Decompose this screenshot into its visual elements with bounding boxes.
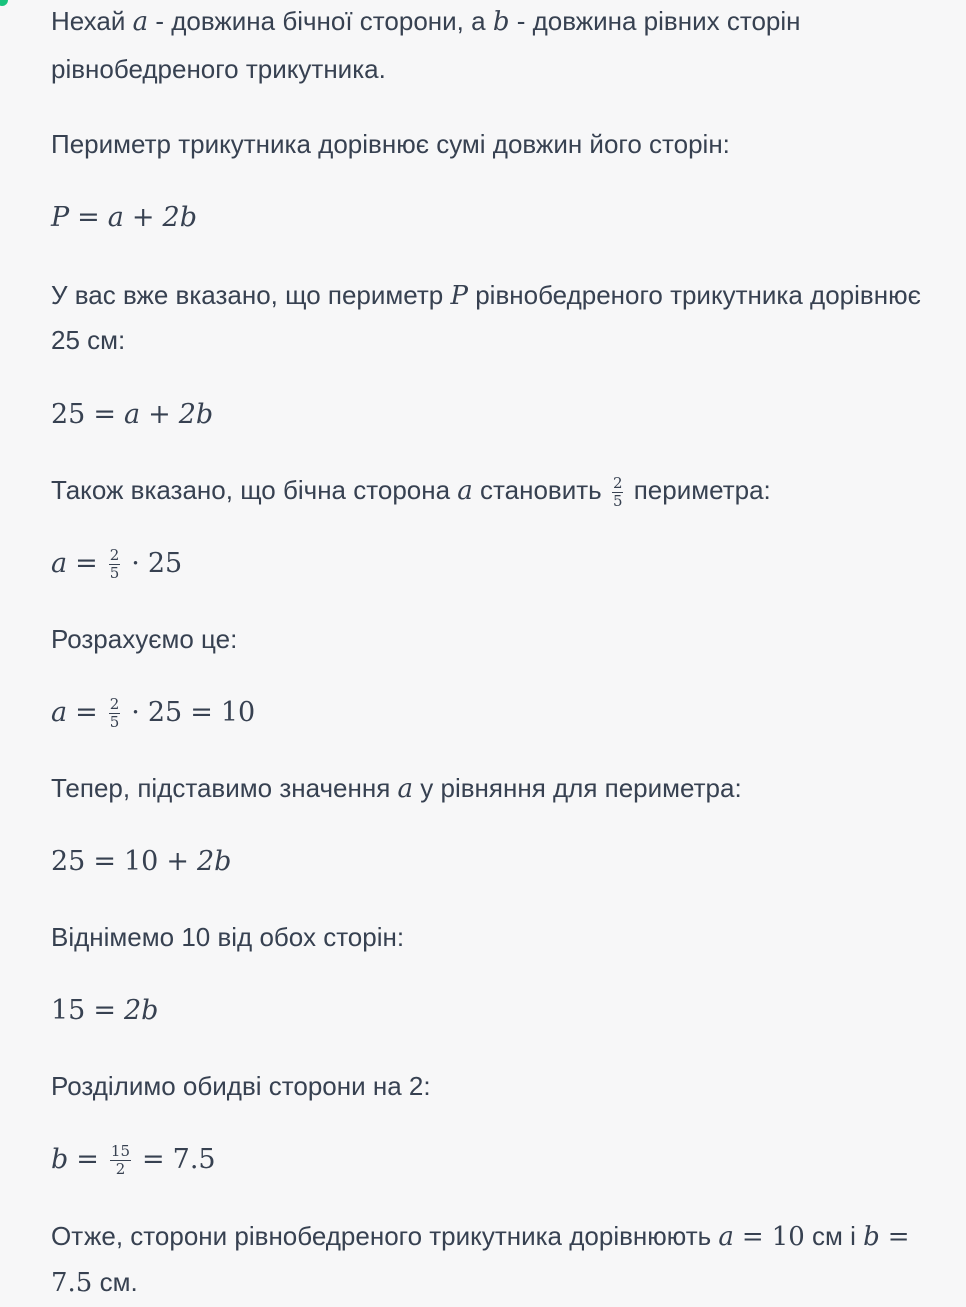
paragraph-divide: Розділимо обидві сторони на 2:	[51, 1071, 431, 1101]
math-value-b: 7.5	[51, 1268, 93, 1298]
fraction-fifteen-halves	[110, 1144, 131, 1177]
equation-side-calc	[51, 544, 182, 584]
eq-term: 25	[147, 697, 183, 728]
paragraph-conclusion-line1	[51, 1213, 910, 1261]
eq-sign: =	[76, 1144, 99, 1175]
paragraph-subtract: Віднімемо 10 від обох сторін:	[51, 922, 405, 952]
fraction-denominator: 5	[109, 564, 120, 582]
text-segment: - довжина бічної сторони, а	[148, 6, 493, 36]
paragraph-substitute	[51, 765, 742, 813]
equation-perimeter-25	[51, 395, 213, 435]
paragraph-side-fraction	[51, 467, 771, 515]
eq-lhs: 15	[51, 995, 86, 1026]
math-value-a: 10	[771, 1222, 805, 1252]
eq-term: 2b	[162, 202, 197, 233]
paragraph-given-perimeter-line2	[51, 317, 125, 364]
eq-sign: =	[887, 1222, 910, 1252]
paragraph-conclusion-line2	[51, 1259, 138, 1307]
eq-plus: +	[148, 399, 171, 430]
eq-lhs: a	[51, 697, 68, 728]
math-variable-a: a	[397, 774, 414, 804]
eq-multiply: ·	[131, 548, 140, 579]
eq-plus: +	[131, 202, 155, 233]
fraction-numerator: 2	[109, 546, 120, 564]
math-variable-p: P	[450, 281, 468, 311]
fraction-denominator: 2	[115, 1160, 126, 1178]
fraction-two-fifths	[612, 473, 624, 510]
fraction-denominator: 5	[109, 713, 120, 731]
eq-sign: =	[93, 399, 116, 430]
text-segment: периметра:	[626, 475, 771, 505]
eq-lhs: P	[51, 202, 70, 233]
text-segment: - довжина рівних сторін	[509, 6, 801, 36]
fraction-two-fifths	[109, 548, 121, 581]
text-segment: У вас вже вказано, що периметр	[51, 280, 451, 310]
paragraph-definitions-line2	[51, 46, 386, 93]
fraction-numerator: 2	[109, 695, 120, 713]
text-segment: Отже, сторони рівнобедреного трикутника дорівнюють	[51, 1221, 719, 1251]
eq-sign: =	[75, 697, 98, 728]
eq-result: 10	[220, 697, 256, 728]
eq-lhs: 25	[51, 399, 86, 430]
paragraph-given-perimeter-line1	[51, 272, 921, 320]
math-variable-b: b	[492, 7, 510, 37]
assistant-avatar-edge	[0, 0, 8, 6]
text-segment: рівнобедреного трикутника дорівнює	[467, 280, 921, 310]
eq-sign: =	[93, 846, 116, 877]
equation-b-result	[51, 1140, 216, 1180]
eq-sign: =	[93, 995, 116, 1026]
fraction-denominator: 5	[612, 491, 623, 510]
paragraph-definitions-line1	[51, 0, 801, 46]
eq-multiply: ·	[131, 697, 140, 728]
eq-sign: =	[190, 697, 213, 728]
eq-lhs: 25	[51, 846, 86, 877]
math-variable-a: a	[718, 1222, 734, 1252]
eq-term: a	[123, 399, 141, 430]
paragraph-calculate: Розрахуємо це:	[51, 624, 238, 654]
eq-term: 25	[147, 548, 183, 579]
math-variable-b: b	[863, 1222, 880, 1252]
text-segment: становить	[472, 475, 609, 505]
text-segment: у рівняння для периметра:	[413, 773, 742, 803]
fraction-numerator: 15	[110, 1142, 131, 1160]
eq-sign: =	[75, 548, 98, 579]
fraction-two-fifths	[109, 697, 121, 730]
eq-term: 2b	[123, 995, 159, 1026]
text-segment: см.	[92, 1267, 138, 1297]
eq-lhs: b	[51, 1144, 69, 1175]
text-segment: Нехай	[51, 6, 133, 36]
text-segment: Тепер, підставимо значення	[51, 773, 398, 803]
fraction-numerator: 2	[612, 473, 623, 492]
eq-plus: +	[166, 846, 189, 877]
math-variable-a: a	[132, 7, 149, 37]
text-segment: рівнобедреного трикутника.	[51, 54, 386, 84]
eq-term: a	[107, 202, 124, 233]
text-segment: Також вказано, що бічна сторона	[51, 475, 458, 505]
equation-substituted	[51, 842, 231, 882]
eq-sign: =	[741, 1222, 764, 1252]
equation-subtracted	[51, 991, 158, 1031]
eq-sign: =	[142, 1144, 165, 1175]
equation-perimeter-formula	[51, 198, 197, 238]
math-variable-a: a	[457, 476, 473, 506]
equation-side-result	[51, 693, 255, 733]
eq-term: 2b	[178, 399, 214, 430]
text-segment: см і	[804, 1221, 864, 1251]
paragraph-perimeter-sum: Периметр трикутника дорівнює сумі довжин його сторін:	[51, 129, 730, 159]
eq-lhs: a	[51, 548, 68, 579]
eq-result: 7.5	[172, 1144, 216, 1175]
eq-term: 2b	[196, 846, 232, 877]
eq-sign: =	[77, 202, 100, 233]
text-segment: 25 см:	[51, 325, 126, 355]
eq-term: 10	[123, 846, 159, 877]
